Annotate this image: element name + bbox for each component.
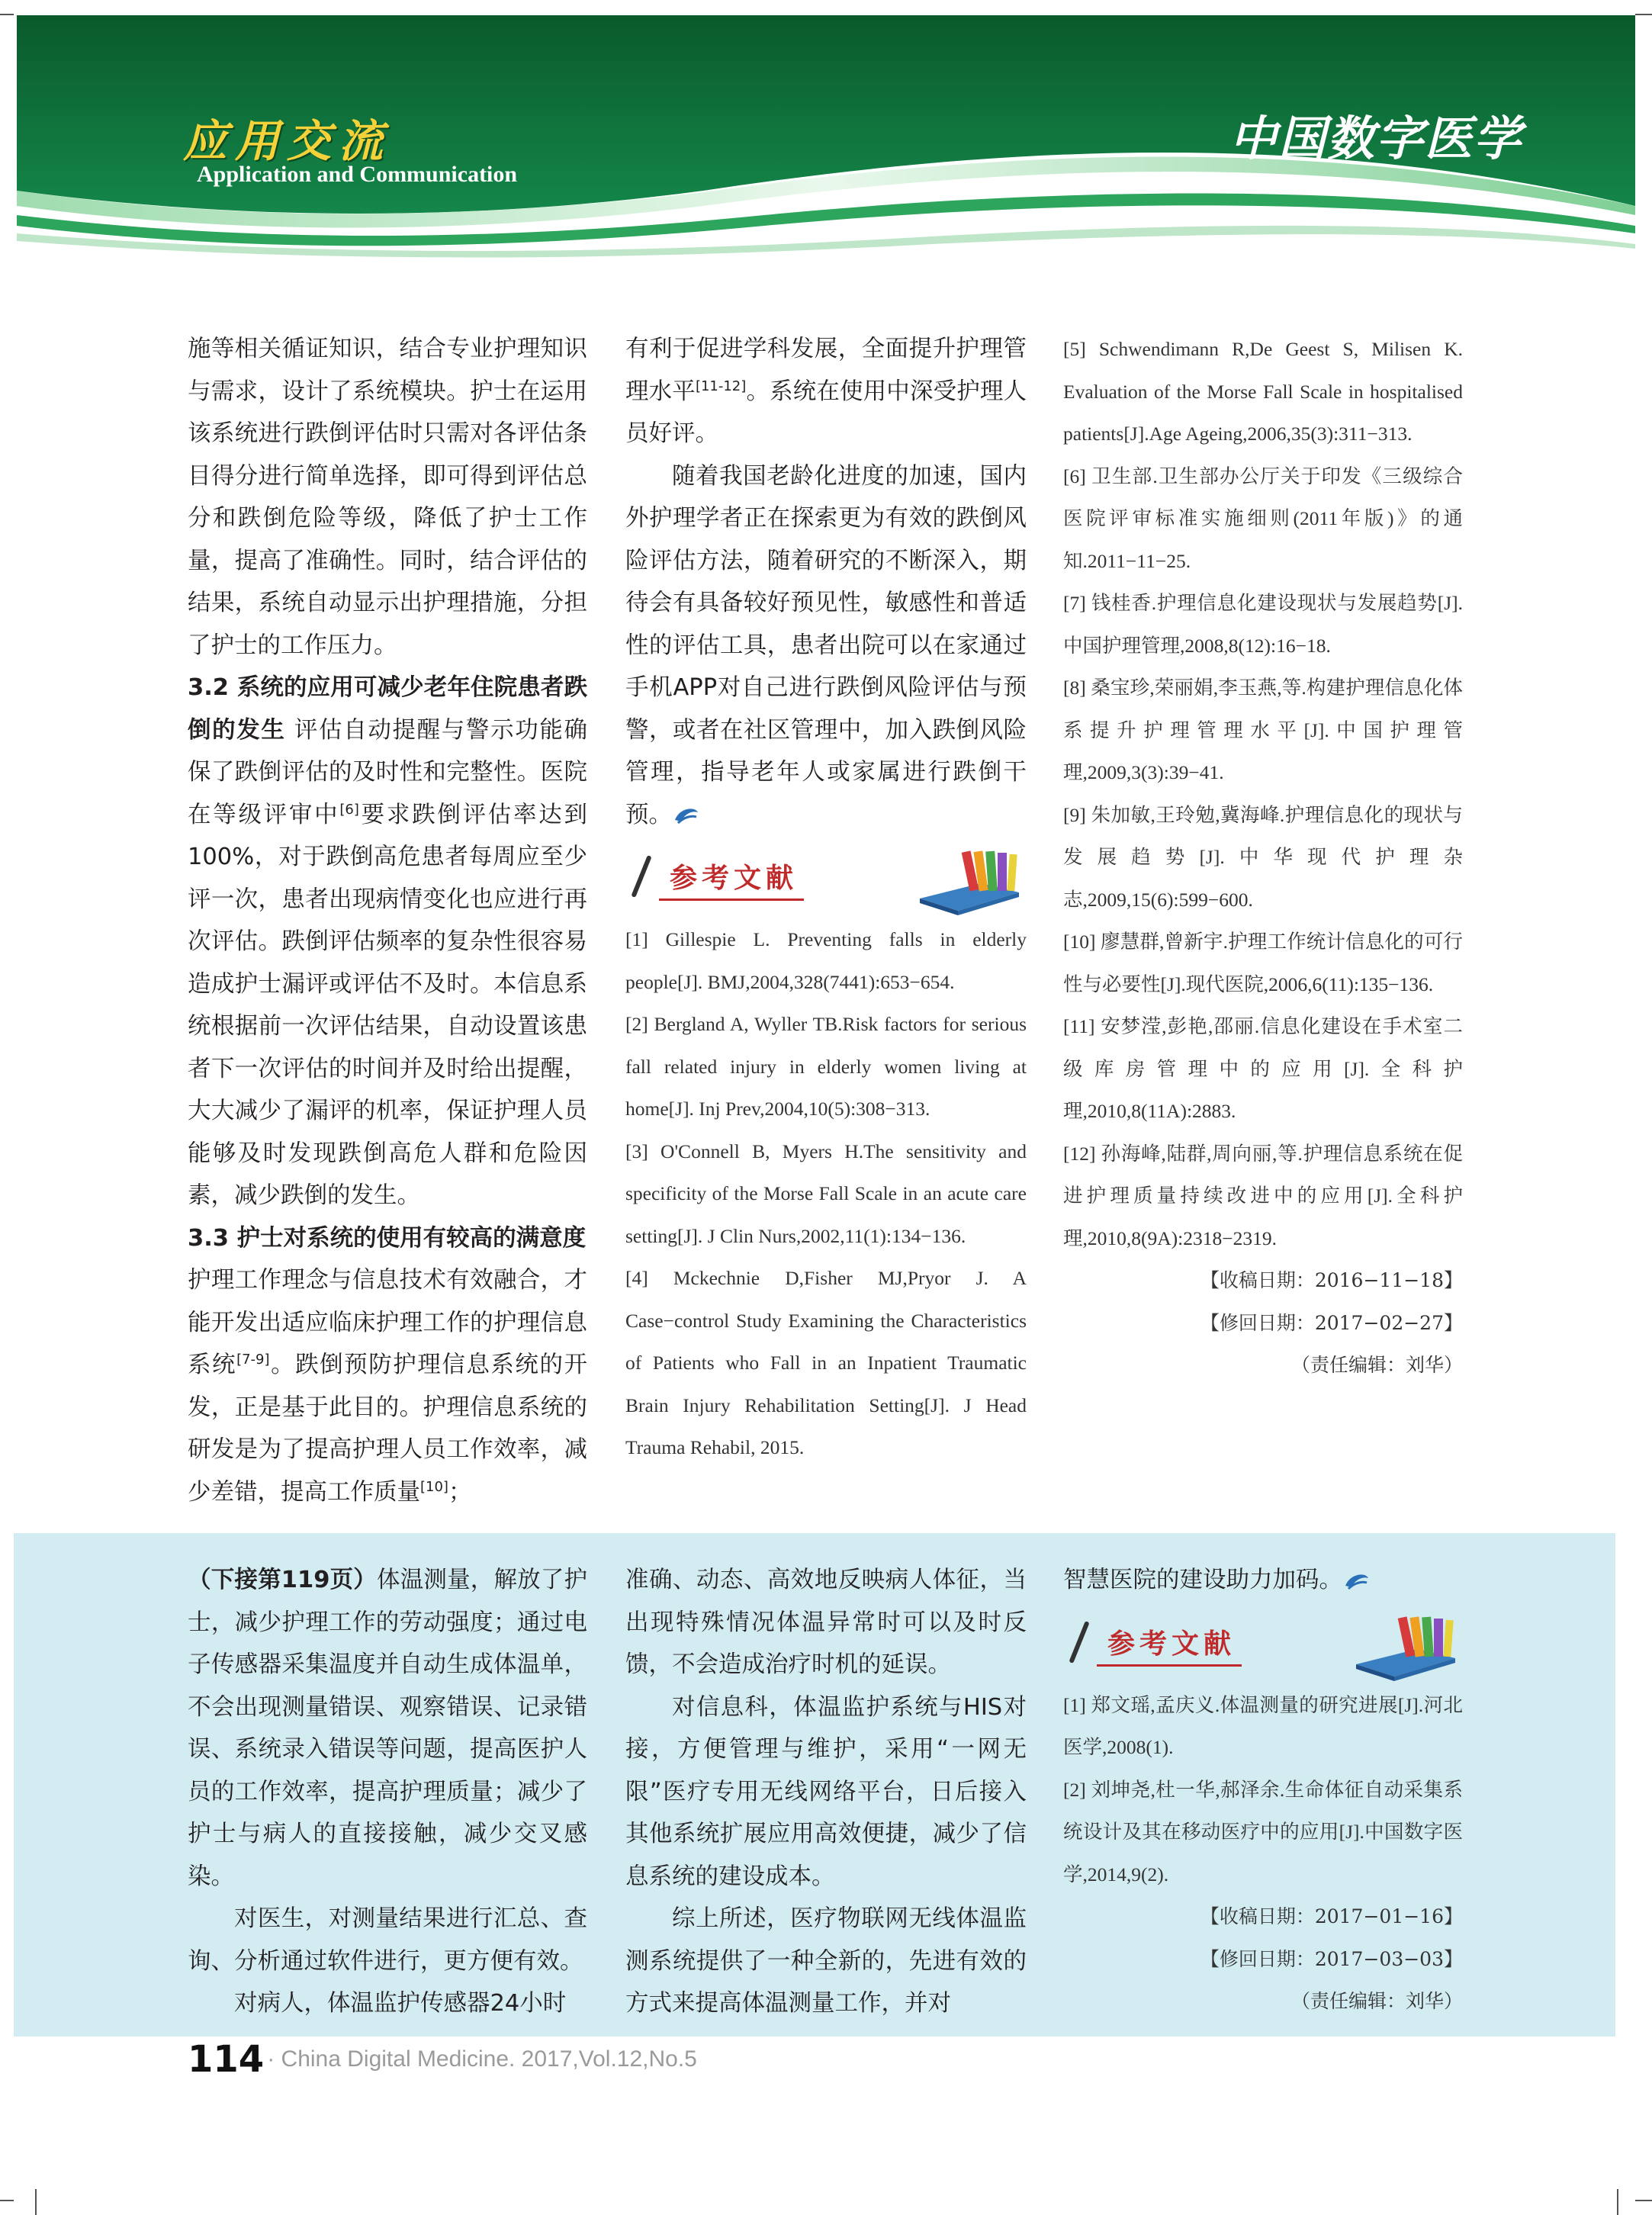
references-heading [1063, 1617, 1463, 1681]
heading-underline [659, 899, 804, 901]
paragraph [625, 328, 1027, 455]
reference-item: [11] 安梦滢,彭艳,邵丽.信息化建设在手术室二级库房管理中的应用[J].全科护理,2010,8(11A):2883. [1063, 1015, 1463, 1122]
paragraph [188, 1559, 587, 1898]
revised-date: 【修回日期：2017−03−03】 [1200, 1947, 1463, 1970]
header-banner [17, 15, 1635, 259]
end-mark-icon [1342, 1570, 1371, 1592]
citation: [7-9] [236, 1351, 270, 1368]
reference-item: [7] 钱桂香.护理信息化建设现状与发展趋势[J].中国护理管理,2008,8(12):16−18. [1063, 592, 1463, 657]
references-title: 参考文献 [670, 862, 799, 894]
revised-date: 【修回日期：2017−02−27】 [1200, 1311, 1463, 1334]
reference-item: [8] 桑宝珍,荣丽娟,李玉燕,等.构建护理信息化体系提升护理管理水平[J].中国护理管理,2009,3(3):39−41. [1063, 677, 1463, 783]
crop-mark [1635, 2200, 1652, 2201]
body-column-2 [625, 328, 1027, 1469]
section-heading: 3.2 系统的应用可减少老年住院患者跌倒的发生 [188, 674, 587, 744]
editor-note: （责任编辑：刘华） [1290, 1354, 1463, 1376]
paragraph [188, 1259, 587, 1513]
pen-icon [1069, 1620, 1089, 1663]
citation: [6] [339, 801, 359, 818]
crop-mark [0, 2200, 14, 2201]
reference-item: [4] Mckechnie D,Fisher MJ,Pryor J. A Case−control Study Examining the Characteristics of Patients who Fall in an Inpatient Traumatic Brain Injury Rehabilitation Setting[J]. J Head Trauma Rehabil, 2015. [625, 1267, 1027, 1458]
paragraph: 准确、动态、高效地反映病人体征，当出现特殊情况体温异常时可以及时反馈，不会造成治疗时机的延误。 [625, 1567, 1027, 1678]
page-footer [188, 2038, 697, 2091]
references-list [1063, 1684, 1463, 1896]
reference-item: [1] 郑文瑶,孟庆义.体温测量的研究进展[J].河北医学,2008(1). [1063, 1693, 1463, 1758]
page-number: 114 [188, 2038, 265, 2081]
citation: [10] [420, 1478, 448, 1495]
references-title: 参考文献 [1107, 1627, 1236, 1660]
received-date: 【收稿日期：2016−11−18】 [1200, 1269, 1463, 1291]
reference-item: [2] Bergland A, Wyller TB.Risk factors for serious fall related injury in elderly women living at home[J]. Inj Prev,2004,10(5):308−313. [625, 1013, 1027, 1120]
reference-item: [12] 孙海峰,陆群,周向丽,等.护理信息系统在促进护理质量持续改进中的应用[J].全科护理,2010,8(9A):2318−2319. [1063, 1142, 1463, 1249]
pen-icon [631, 855, 651, 898]
panel-column-2 [625, 1559, 1027, 2025]
paragraph-text: 随着我国老龄化进度的加速，国内外护理学者正在探索更为有效的跌倒风险评估方法，随着研究的不断深入，期待会有具备较好预见性，敏感性和普适性的评估工具，患者出院可以在家通过手机APP对自己进行跌倒风险评估与预警，或者在社区管理中，加入跌倒风险管理，指导老年人或家属进行跌倒干预。 [625, 462, 1027, 828]
paragraph: 综上所述，医疗物联网无线体温监测系统提供了一种全新的，先进有效的方式来提高体温测量工作，并对 [625, 1905, 1027, 2017]
editor-note: （责任编辑：刘华） [1290, 1990, 1463, 2012]
paragraph [625, 455, 1027, 837]
references-list [625, 918, 1027, 1469]
paragraph-text: 体温测量，解放了护士，减少护理工作的劳动强度；通过电子传感器采集温度并自动生成体温单，不会出现测量错误、观察错误、记录错误、系统录入错误等问题，提高医护人员的工作效率，提高护理质量；减少了护士与病人的直接接触，减少交叉感染。 [188, 1567, 588, 1890]
section-title: 应用交流 [183, 115, 391, 167]
paragraph: 对病人，体温监护传感器24小时 [234, 1990, 567, 2017]
reference-item: [2] 刘坤尧,杜一华,郝泽余.生命体征自动采集系统设计及其在移动医疗中的应用[J].中国数字医学,2014,9(2). [1063, 1778, 1463, 1885]
paragraph: 对医生，对测量结果进行汇总、查询、分析通过软件进行，更方便有效。 [188, 1905, 587, 1975]
paragraph-text: 评估自动提醒与警示功能确保了跌倒评估的及时性和完整性。医院在等级评审中 [188, 716, 587, 828]
journal-citation: · China Digital Medicine. 2017,Vol.12,No.5 [267, 2046, 697, 2072]
paragraph-text: 。系统在使用中深受护理人员好评。 [625, 378, 1027, 447]
crop-mark [1617, 2189, 1618, 2215]
heading-underline [1097, 1664, 1242, 1667]
body-column-1 [188, 328, 587, 1513]
paragraph: 施等相关循证知识，结合专业护理知识与需求，设计了系统模块。护士在运用该系统进行跌倒评估时只需对各评估条目得分进行简单选择，即可得到评估总分和跌倒危险等级，降低了护士工作量，提高了准确性。同时，结合评估的结果，系统自动显示出护理措施，分担了护士的工作压力。 [188, 336, 587, 659]
reference-item: [10] 廖慧群,曾新宇.护理工作统计信息化的可行性与必要性[J].现代医院,2006,6(11):135−136. [1063, 931, 1463, 995]
paragraph [188, 667, 587, 1217]
journal-logo: 中国数字医学 [1229, 111, 1522, 166]
paragraph-text: 要求跌倒评估率达到100%，对于跌倒高危患者每周应至少评一次，患者出现病情变化也应进行再次评估。跌倒评估频率的复杂性很容易造成护士漏评或评估不及时。本信息系统根据前一次评估结果，自动设置该患者下一次评估的时间并及时给出提醒，大大减少了漏评的机率，保证护理人员能够及时发现跌倒高危人群和危险因素，减少跌倒的发生。 [188, 801, 588, 1209]
received-date: 【收稿日期：2017−01−16】 [1200, 1905, 1463, 1927]
books-icon [1348, 1611, 1463, 1684]
books-icon [912, 845, 1027, 918]
crop-mark [35, 2189, 37, 2215]
panel-column-3 [1063, 1559, 1463, 2023]
paragraph-text: 智慧医院的建设助力加码。 [1063, 1567, 1342, 1593]
paragraph-text: ； [448, 1478, 472, 1506]
paragraph: 对信息科，体温监护系统与HIS对接，方便管理与维护，采用“一网无限”医疗专用无线网络平台，日后接入其他系统扩展应用高效便捷，减少了信息系统的建设成本。 [625, 1693, 1027, 1890]
references-list [1063, 328, 1463, 1259]
reference-item: [6] 卫生部.卫生部办公厅关于印发《三级综合医院评审标准实施细则(2011年版)》的通知.2011−11−25. [1063, 465, 1463, 572]
paragraph-text: 护理工作理念与信息技术有效融合，才能开发出适应临床护理工作的护理信息系统 [188, 1267, 587, 1378]
panel-column-1 [188, 1559, 587, 2025]
references-heading [625, 851, 1027, 915]
reference-item: [5] Schwendimann R,De Geest S, Milisen K. Evaluation of the Morse Fall Scale in hospitalised patients[J].Age Ageing,2006,35(3):311−313. [1063, 338, 1463, 445]
continuation-label: （下接第119页） [188, 1567, 377, 1593]
body-column-3 [1063, 328, 1463, 1387]
reference-item: [3] O'Connell B, Myers H.The sensitivity and specificity of the Morse Fall Scale in an acute care setting[J]. J Clin Nurs,2002,11(1):134−136. [625, 1140, 1027, 1247]
paragraph [1063, 1559, 1463, 1602]
citation: [11-12] [695, 378, 747, 394]
crop-mark [0, 14, 14, 15]
reference-item: [9] 朱加敏,王玲勉,冀海峰.护理信息化的现状与发展趋势[J].中华现代护理杂志,2009,15(6):599−600. [1063, 803, 1463, 911]
section-subtitle: Application and Communication [197, 162, 518, 187]
end-mark-icon [672, 805, 701, 826]
paragraph-text: 。跌倒预防护理信息系统的开发，正是基于此目的。护理信息系统的研发是为了提高护理人员工作效率，减少差错，提高工作质量 [188, 1352, 588, 1506]
reference-item: [1] Gillespie L. Preventing falls in elderly people[J]. BMJ,2004,328(7441):653−654. [625, 928, 1027, 993]
section-heading: 3.3 护士对系统的使用有较高的满意度 [188, 1224, 587, 1252]
paragraph-text: 有利于促进学科发展，全面提升护理管理水平 [625, 336, 1027, 405]
crop-mark [1635, 14, 1652, 15]
